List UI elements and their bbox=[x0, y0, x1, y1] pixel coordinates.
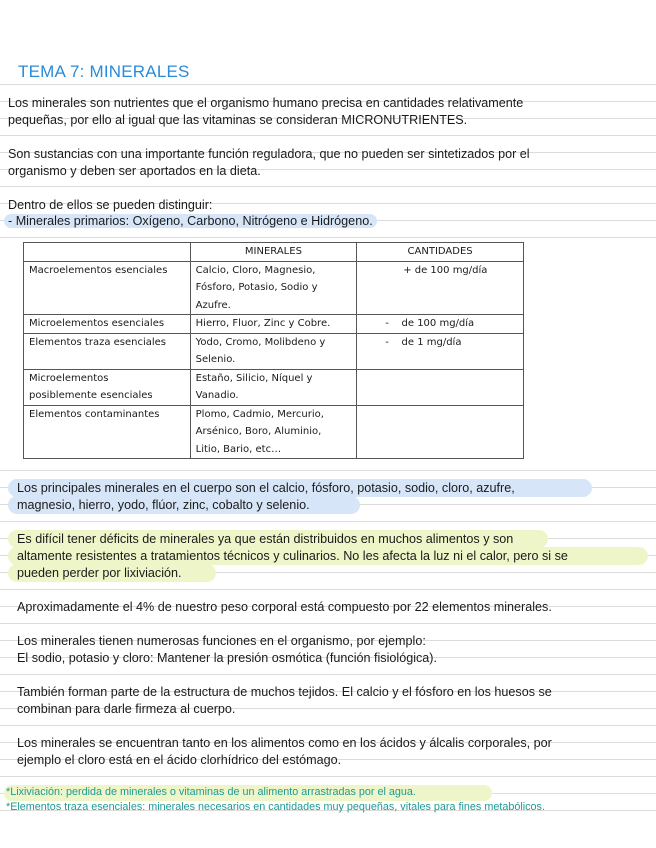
main-minerals-line2: magnesio, hierro, yodo, flúor, zinc, cobalto y selenio. bbox=[17, 498, 310, 512]
table-row bbox=[24, 261, 524, 315]
functions-line2: El sodio, potasio y cloro: Mantener la presión osmótica (función fisiológica). bbox=[17, 651, 437, 665]
row-minerals: Arsénico, Boro, Aluminio, bbox=[195, 426, 322, 437]
row-minerals: Fósforo, Potasio, Sodio y bbox=[195, 282, 318, 293]
page-title: TEMA 7: MINERALES bbox=[18, 62, 190, 81]
table-header-minerals: MINERALES bbox=[190, 243, 357, 262]
deficit-line1: Es difícil tener déficits de minerales ya que están distribuidos en muchos alimentos y son bbox=[17, 532, 514, 546]
table-row bbox=[24, 333, 524, 369]
row-type: Microelementos bbox=[29, 372, 109, 384]
row-type: Elementos contaminantes bbox=[29, 408, 160, 420]
table-header-quantities: CANTIDADES bbox=[357, 243, 524, 262]
intro-p2-line2: organismo y deben ser aportados en la dieta. bbox=[8, 164, 261, 178]
row-minerals: Selenio. bbox=[195, 354, 236, 365]
functions-line1: Los minerales tienen numerosas funciones en el organismo, por ejemplo: bbox=[17, 634, 426, 648]
deficit-line3: pueden perder por lixiviación. bbox=[17, 566, 182, 580]
row-quantity: - de 1 mg/día bbox=[357, 333, 524, 369]
structure-line1: También forman parte de la estructura de muchos tejidos. El calcio y el fósforo en los huesos se bbox=[17, 685, 552, 699]
sources-line1: Los minerales se encuentran tanto en los alimentos como en los ácidos y álcalis corporales, por bbox=[17, 736, 552, 750]
row-minerals: Yodo, Cromo, Molibdeno y bbox=[195, 336, 326, 348]
table-row bbox=[24, 315, 524, 334]
row-minerals: Estaño, Silicio, Níquel y bbox=[195, 372, 313, 384]
table-header-type bbox=[24, 243, 191, 262]
structure-line2: combinan para darle firmeza al cuerpo. bbox=[17, 702, 236, 716]
row-minerals: Vanadio. bbox=[195, 390, 239, 401]
table-row bbox=[24, 405, 524, 459]
sources-line2: ejemplo el cloro está en el ácido clorhídrico del estómago. bbox=[17, 753, 342, 767]
primary-minerals-line: - Minerales primarios: Oxígeno, Carbono, Nitrógeno e Hidrógeno. bbox=[4, 213, 377, 230]
row-minerals: Azufre. bbox=[195, 299, 231, 311]
table-header-row bbox=[24, 243, 524, 262]
row-quantity: + de 100 mg/día bbox=[357, 261, 524, 315]
row-type: Elementos traza esenciales bbox=[29, 336, 167, 348]
row-minerals: Calcio, Cloro, Magnesio, bbox=[195, 264, 316, 276]
intro-p3-line1: Dentro de ellos se pueden distinguir: bbox=[8, 198, 213, 212]
row-quantity bbox=[357, 369, 524, 405]
row-type: Macroelementos esenciales bbox=[29, 264, 168, 276]
footnote-lixiviation: *Lixiviación: perdida de minerales o vitaminas de un alimento arrastradas por el agua. bbox=[6, 786, 416, 798]
row-minerals: Plomo, Cadmio, Mercurio, bbox=[195, 408, 324, 420]
row-minerals: Litio, Bario, etc… bbox=[195, 443, 282, 455]
footnote-trace-elements: *Elementos traza esenciales: minerales necesarios en cantidades muy pequeñas, vitales para fines metabólicos. bbox=[6, 801, 545, 813]
intro-p2-line1: Son sustancias con una importante función reguladora, que no pueden ser sintetizados por el bbox=[8, 147, 530, 161]
row-type: posiblemente esenciales bbox=[29, 390, 153, 401]
table-row bbox=[24, 369, 524, 405]
row-quantity bbox=[357, 405, 524, 459]
row-quantity: - de 100 mg/día bbox=[357, 315, 524, 334]
row-minerals: Hierro, Fluor, Zinc y Cobre. bbox=[195, 318, 331, 329]
main-minerals-line1: Los principales minerales en el cuerpo son el calcio, fósforo, potasio, sodio, cloro, azufre, bbox=[17, 481, 515, 495]
intro-p1-line2: pequeñas, por ello al igual que las vitaminas se consideran MICRONUTRIENTES. bbox=[8, 113, 468, 127]
body-weight-line: Aproximadamente el 4% de nuestro peso corporal está compuesto por 22 elementos minerales. bbox=[17, 600, 552, 614]
deficit-line2: altamente resistentes a tratamientos técnicos y culinarios. No les afecta la luz ni el calor, pero si se bbox=[17, 549, 568, 563]
intro-p1-line1: Los minerales son nutrientes que el organismo humano precisa en cantidades relativamente bbox=[8, 96, 524, 110]
row-type: Microelementos esenciales bbox=[29, 318, 165, 329]
minerals-table bbox=[23, 242, 524, 459]
